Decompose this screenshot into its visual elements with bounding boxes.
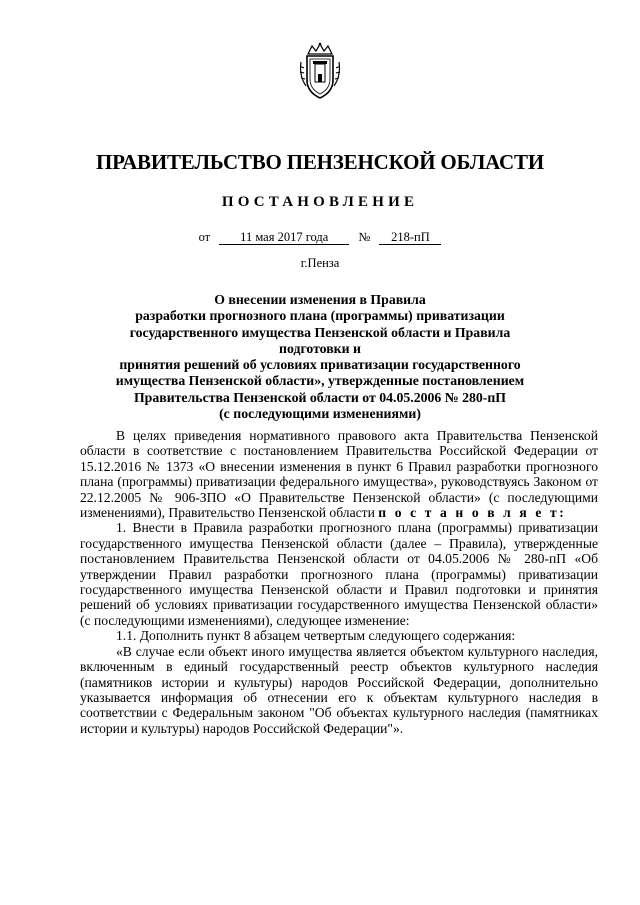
title-line: Правительства Пензенской области от 04.05.2006 № 280-пП	[133, 389, 507, 405]
number-label: №	[358, 230, 371, 244]
preamble-paragraph	[80, 428, 598, 520]
preamble-text: В целях приведения нормативного правового акта Правительства Пензенской области в соответствие с постановлением Правительства Российской Федерации от 15.12.2016 № 1373 «О внесении изменения в пункт 6 Правил разработки прогнозного плана (программы) приватизации федерального имущества», руководствуясь Законом от 22.12.2005 № 906-ЗПО «О Правительстве Пензенской области» (с последующими изменениями), Правительство Пензенской области	[80, 428, 598, 521]
city: г.Пенза	[300, 256, 340, 270]
quote-paragraph: «В случае если объект иного имущества является объектом культурного наследия, включенным в единый государственный реестр объектов культурного наследия (памятников истории и культуры) народов Российской Федерации, дополнительно указывается информация об отнесении его к объектам культурного наследия в соответствии с Федеральным законом "Об объектах культурного наследия (памятниках истории и культуры) народов Российской Федерации"».	[80, 643, 598, 736]
coat-of-arms-emblem	[298, 42, 342, 100]
document-title	[110, 292, 530, 422]
title-line: государственного имущества Пензенской области и Правила подготовки и	[129, 324, 511, 356]
title-line: О внесении изменения в Правила	[214, 292, 426, 307]
date-number-line	[0, 230, 640, 245]
document-date: 11 мая 2017 года	[219, 230, 349, 245]
title-line: разработки прогнозного плана (программы) приватизации	[135, 308, 505, 324]
government-name: ПРАВИТЕЛЬСТВО ПЕНЗЕНСКОЙ ОБЛАСТИ	[96, 150, 544, 174]
title-line: принятия решений об условиях приватизации государственного	[119, 357, 521, 373]
date-label: от	[198, 230, 211, 244]
item-1-1-paragraph: 1.1. Дополнить пункт 8 абзацем четвертым следующего содержания:	[116, 628, 516, 644]
title-line: имущества Пензенской области», утвержденные постановлением	[115, 373, 525, 389]
decides-word: п о с т а н о в л я е т:	[378, 505, 567, 521]
title-line: (с последующими изменениями)	[219, 406, 421, 422]
document-type: ПОСТАНОВЛЕНИЕ	[221, 194, 419, 210]
item-1-paragraph: 1. Внести в Правила разработки прогнозного плана (программы) приватизации государственного имущества Пензенской области (далее – Правила), утвержденные постановлением Правительства Пензенской области от 04.05.2006 № 280-пП «Об утверждении Правил разработки прогнозного плана (программы) приватизации государственного имущества Пензенской области и Правил подготовки и принятия решений об условиях приватизации государственного имущества Пензенской области» (с последующими изменениями), следующее изменение:	[80, 520, 598, 628]
document-number: 218-пП	[379, 230, 441, 245]
document-body	[80, 428, 598, 736]
